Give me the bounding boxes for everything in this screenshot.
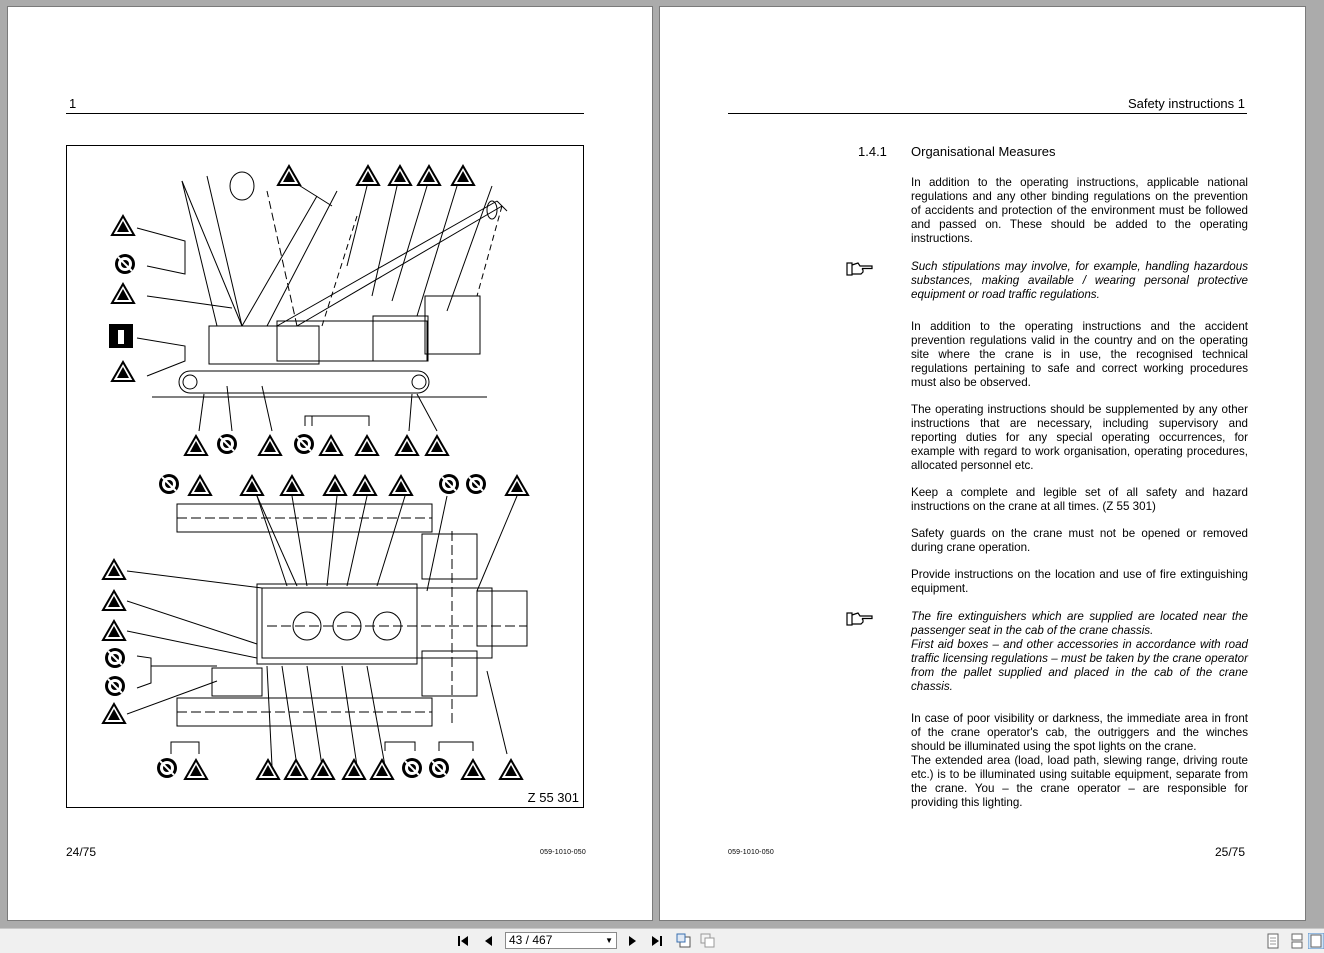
- header-chapter-number: 1: [69, 96, 77, 111]
- paragraph: Provide instructions on the location and use of fire extinguishing equipment.: [911, 568, 1248, 595]
- paragraph: The extended area (load, load path, slewing range, driving route etc.) is to be illuminated using suitable equipment, separate from the crane. You – the crane operator – are responsible for providing this lighting.: [911, 754, 1248, 809]
- right-page: [659, 6, 1306, 921]
- continuous-view-icon[interactable]: [1289, 933, 1305, 949]
- header-title: Safety instructions 1: [1127, 96, 1245, 111]
- pointing-hand-icon: [846, 262, 876, 276]
- page-number-select[interactable]: [505, 932, 617, 949]
- note-paragraph: Such stipulations may involve, for example, handling hazardous substances, making available / wearing personal protective equipment or road traffic regulations.: [911, 260, 1248, 301]
- paragraph: In addition to the operating instructions and the accident prevention regulations valid in the country and on the operating site where the crane is in use, the recognised technical regulations pertaining to safe and correct working procedures must also be observed.: [911, 320, 1248, 389]
- header-rule: [728, 113, 1247, 114]
- paragraph: In case of poor visibility or darkness, the immediate area in front of the crane operator's cab, the outriggers and the winches should be illuminated using the spot lights on the crane.: [911, 712, 1248, 753]
- chevron-down-icon: ▼: [605, 936, 613, 945]
- prev-page-icon[interactable]: [481, 933, 497, 949]
- header-rule: [66, 113, 584, 114]
- left-page: [7, 6, 653, 921]
- footer-page-number: 24/75: [66, 845, 97, 859]
- paragraph: In addition to the operating instructions, applicable national regulations and any other binding regulations on the prevention of accidents and protection of the environment must be followed and passed on. These should be added to the operating instructions.: [911, 176, 1248, 245]
- copy-icon[interactable]: [700, 933, 716, 949]
- paragraph: The operating instructions should be supplemented by any other instructions that are necessary, including supervisory and reporting duties for any special operating occurrences, for example with regard to work organisation, operating procedures, allocated personnel etc.: [911, 403, 1248, 472]
- paragraph: Safety guards on the crane must not be opened or removed during crane operation.: [911, 527, 1248, 554]
- first-page-icon[interactable]: [456, 933, 472, 949]
- footer-page-number: 25/75: [1214, 845, 1245, 859]
- paragraph: Keep a complete and legible set of all safety and hazard instructions on the crane at all times. (Z 55 301): [911, 486, 1248, 513]
- note-paragraph: First aid boxes – and other accessories in accordance with road traffic licensing regulations – must be taken by the crane operator from the pallet supplied and placed in the cab of the crane chassis.: [911, 638, 1248, 693]
- crane-drawing: [67, 146, 582, 806]
- section-title: Organisational Measures: [911, 144, 1056, 159]
- section-number: 1.4.1: [858, 144, 887, 159]
- page-indicator: 43 / 467: [509, 933, 553, 947]
- next-page-icon[interactable]: [624, 933, 640, 949]
- note-paragraph: The fire extinguishers which are supplied are located near the passenger seat in the cab of the crane chassis.: [911, 610, 1248, 637]
- footer-document-code: 059-1010-050: [728, 849, 774, 856]
- facing-view-icon[interactable]: [1308, 933, 1324, 949]
- last-page-icon[interactable]: [648, 933, 664, 949]
- rotate-icon[interactable]: [676, 933, 692, 949]
- pointing-hand-icon: [846, 612, 876, 626]
- navigation-toolbar: [0, 928, 1324, 953]
- footer-document-code: 059-1010-050: [540, 849, 586, 856]
- figure-label: Z 55 301: [527, 790, 579, 805]
- single-page-view-icon[interactable]: [1265, 933, 1281, 949]
- crane-safety-labels-figure: [66, 145, 584, 808]
